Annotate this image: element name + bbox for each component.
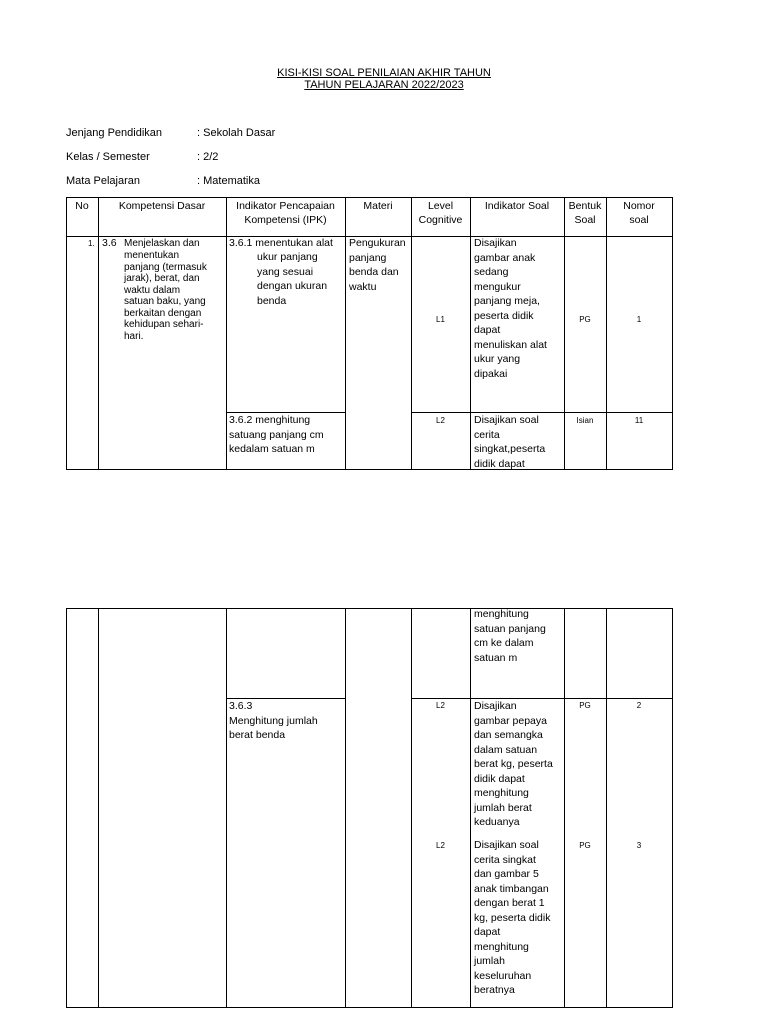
table1-col-border: [606, 197, 607, 470]
table1-col-border: [66, 197, 67, 470]
table2-col-border: [672, 608, 673, 1008]
table2-col-border: [564, 608, 565, 1008]
indikator-line: jumlah berat: [474, 801, 532, 814]
indikator-line: dan gambar 5: [474, 868, 539, 880]
header-bentuk-line1: Bentuk: [568, 200, 602, 212]
table2-col-border: [470, 608, 471, 1008]
header-nomor-line2: soal: [629, 214, 649, 226]
table2-col-border: [226, 608, 227, 1008]
row4-nomor: 3: [636, 841, 642, 850]
indikator-line: dapat: [474, 324, 501, 336]
kd-line: jarak), berat, dan: [124, 273, 200, 284]
document-title-line1: KISI-KISI SOAL PENILAIAN AKHIR TAHUN: [277, 67, 491, 79]
indikator-line: dalam satuan: [474, 743, 538, 756]
table1-col-border: [470, 197, 471, 470]
indikator-line: Disajikan: [474, 700, 517, 712]
indikator-line: didik dapat: [474, 772, 525, 785]
indikator-line: gambar anak: [474, 251, 536, 264]
ipk-line: satuang panjang cm: [229, 428, 324, 441]
kd-line: kehidupan sehari-: [124, 319, 204, 330]
kd-line: menentukan: [124, 250, 180, 261]
indikator-line: cerita: [474, 428, 500, 441]
ipk-line: dengan ukuran: [257, 280, 328, 292]
table2-col-border: [66, 608, 67, 1008]
table2-top-border: [66, 608, 672, 609]
indikator-line: dengan berat 1: [474, 897, 545, 909]
kd-line: hari.: [124, 330, 144, 342]
header-ipk-line1: Indikator Pencapaian: [236, 200, 335, 212]
row2-indikator: [474, 413, 545, 471]
indikator-line: singkat,peserta: [474, 443, 546, 455]
header-nomor-line1: Nomor: [623, 200, 655, 212]
indikator-line: kg, peserta didik: [474, 911, 551, 924]
mapel-label: Mata Pelajaran: [66, 175, 140, 187]
ipk-line: berat benda: [229, 729, 286, 741]
ipk-line: 3.6.3: [229, 700, 253, 712]
ipk-line: ukur panjang: [257, 251, 318, 263]
row2-nomor: 11: [634, 416, 644, 425]
continuation-indikator: [474, 607, 546, 665]
row4-bentuk: PG: [579, 841, 591, 850]
indikator-line: cm ke dalam: [474, 637, 534, 649]
indikator-line: dan semangka: [474, 729, 543, 741]
table1-bottom-border: [66, 469, 672, 470]
indikator-line: menuliskan alat: [474, 338, 547, 351]
materi-line: benda dan: [349, 266, 399, 278]
kd-line: satuan baku, yang: [124, 296, 206, 307]
ipk-line: yang sesuai: [257, 265, 314, 278]
indikator-line: panjang meja,: [474, 295, 540, 307]
table1-col-border: [98, 197, 99, 470]
indikator-line: cerita singkat: [474, 853, 536, 866]
table1-col-border: [564, 197, 565, 470]
table1-col-border: [345, 197, 346, 470]
row3-nomor: 2: [636, 701, 642, 710]
row3-indikator: [474, 699, 553, 830]
row3-level: L2: [436, 701, 445, 710]
header-level-line1: Level: [427, 200, 454, 212]
indikator-line: menghitung: [474, 608, 529, 620]
table2-col-border: [345, 608, 346, 1008]
kelas-value: : 2/2: [197, 151, 219, 163]
table2-col-border: [98, 608, 99, 1008]
indikator-line: dipakai: [474, 367, 508, 380]
indikator-line: dapat: [474, 926, 501, 938]
mapel-value: : Matematika: [197, 175, 260, 187]
header-ipk-line2: Kompetensi (IPK): [244, 214, 327, 226]
header-bentuk-line2: Soal: [574, 214, 596, 226]
header-materi: Materi: [363, 200, 393, 212]
header-no: No: [75, 200, 89, 212]
indikator-line: keseluruhan: [474, 969, 532, 982]
materi-line: waktu: [349, 280, 377, 293]
row4-level: L2: [436, 841, 445, 850]
table2-col-border: [606, 608, 607, 1008]
row1-indikator: [474, 236, 547, 381]
indikator-line: mengukur: [474, 280, 521, 293]
indikator-line: berat kg, peserta: [474, 758, 553, 770]
indikator-line: beratnya: [474, 984, 515, 996]
row1-level: L1: [436, 315, 445, 324]
indikator-line: jumlah: [474, 955, 505, 967]
row2-ipk: [229, 413, 324, 457]
jenjang-label: Jenjang Pendidikan: [66, 127, 163, 139]
table1-col-border: [411, 197, 412, 470]
row3-ipk: [229, 699, 318, 743]
row1-ipk-first-line: 3.6.1 menentukan alat: [229, 237, 333, 249]
document-title-line2: TAHUN PELAJARAN 2022/2023: [304, 79, 464, 91]
header-kompetensi-dasar: Kompetensi Dasar: [118, 200, 206, 212]
indikator-line: menghitung: [474, 940, 529, 953]
row1-kd-number: 3.6: [102, 237, 117, 249]
materi-line: Pengukuran: [349, 237, 406, 249]
table1-col-border: [672, 197, 673, 470]
indikator-line: ukur yang: [474, 353, 521, 365]
indikator-line: anak timbangan: [474, 882, 549, 895]
indikator-line: didik dapat: [474, 457, 525, 470]
table1-col-border: [226, 197, 227, 470]
row2-level: L2: [436, 416, 445, 425]
table2-col-border: [411, 608, 412, 1008]
row1-kd-first-line: Menjelaskan dan: [124, 238, 200, 249]
indikator-line: Disajikan soal: [474, 839, 539, 851]
ipk-line: benda: [257, 294, 287, 307]
indikator-line: gambar pepaya: [474, 714, 547, 727]
table2-bottom-border: [66, 1007, 672, 1008]
row3-bentuk: PG: [579, 701, 591, 710]
kelas-label: Kelas / Semester: [66, 151, 150, 163]
indikator-line: satuan panjang: [474, 622, 546, 635]
indikator-line: sedang: [474, 266, 509, 278]
kd-line: panjang (termasuk: [124, 261, 207, 273]
row1-materi: [349, 236, 406, 294]
indikator-line: satuan m: [474, 651, 518, 664]
ipk-line: Menghitung jumlah: [229, 714, 318, 727]
row1-kd-rest: [124, 250, 207, 342]
row1-no: 1.: [88, 239, 95, 248]
ipk-line: kedalam satuan m: [229, 443, 315, 455]
indikator-line: menghitung: [474, 787, 529, 799]
row1-bentuk: PG: [579, 315, 591, 324]
indikator-line: Disajikan soal: [474, 414, 539, 426]
row1-nomor: 1: [636, 315, 642, 324]
kd-line: berkaitan dengan: [124, 307, 202, 319]
row1-ipk-rest: [257, 250, 327, 308]
row4-indikator: [474, 838, 550, 998]
row2-bentuk: Isian: [576, 416, 594, 425]
ipk-line: 3.6.2 menghitung: [229, 414, 311, 426]
table1-top-border: [66, 197, 672, 198]
jenjang-value: : Sekolah Dasar: [197, 127, 276, 139]
header-indikator-soal: Indikator Soal: [484, 200, 550, 212]
indikator-line: Disajikan: [474, 237, 517, 249]
indikator-line: keduanya: [474, 816, 520, 828]
header-level-line2: Cognitive: [418, 214, 463, 226]
indikator-line: peserta didik: [474, 309, 534, 322]
materi-line: panjang: [349, 251, 387, 264]
kd-line: waktu dalam: [124, 284, 181, 296]
